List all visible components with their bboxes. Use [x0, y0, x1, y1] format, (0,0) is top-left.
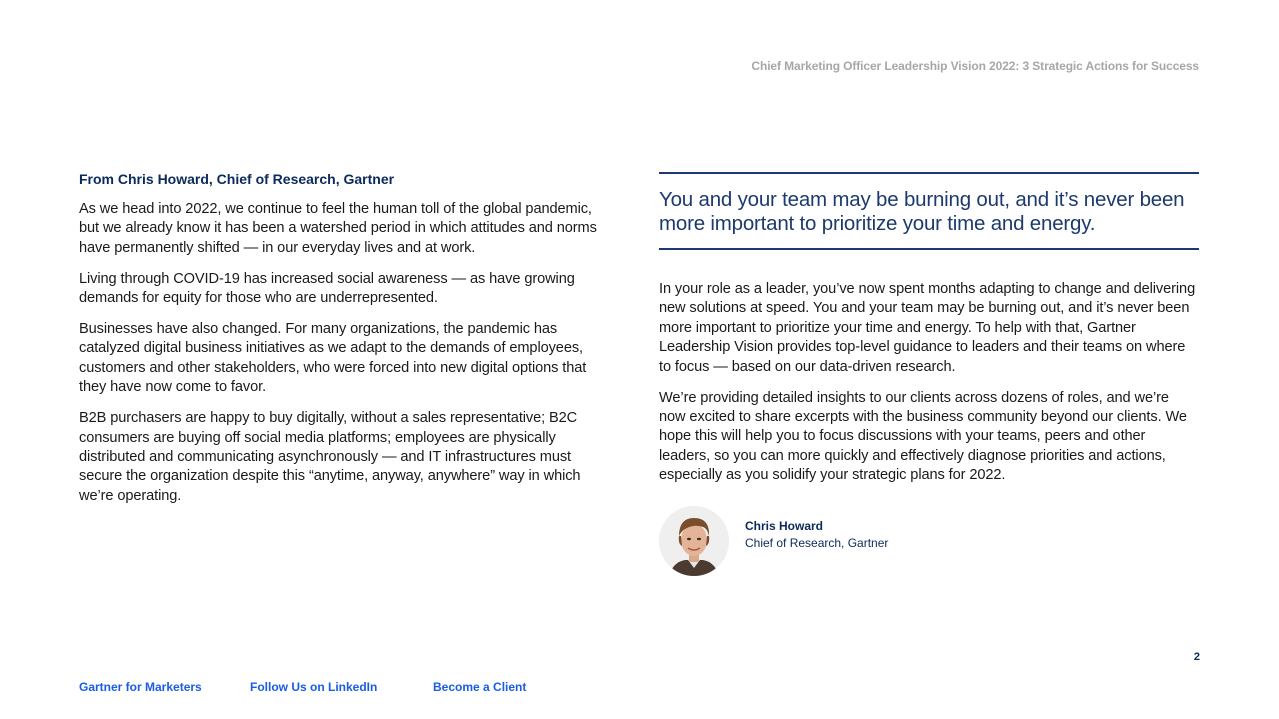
right-body [659, 280, 1199, 486]
footer-links [79, 680, 526, 694]
follow-linkedin-link[interactable]: Follow Us on LinkedIn [250, 680, 378, 694]
signature-text [745, 518, 888, 552]
pull-quote: You and your team may be burning out, and it’s never been more important to prioritize your time and energy. [659, 188, 1185, 235]
body-paragraph: In your role as a leader, you’ve now spent months adapting to change and delivering new solutions at speed. You and your team may be burning out, and it’s never been more important to prioritize your time and energy. To help with that, Gartner Leadership Vision provides top-level guidance to leaders and their teams on where to focus — based on our data-driven research. [659, 281, 1196, 375]
avatar [659, 506, 729, 576]
pull-quote-top-rule [659, 172, 1199, 174]
section-heading: From Chris Howard, Chief of Research, Gartner [79, 171, 395, 187]
body-paragraph: Businesses have also changed. For many organizations, the pandemic has catalyzed digital business initiatives as we adapt to the demands of employees, customers and other stakeholders, who were forced into new digital options that they have now come to favor. [79, 321, 587, 396]
author-name: Chris Howard [745, 519, 824, 533]
gartner-for-marketers-link[interactable]: Gartner for Marketers [79, 680, 202, 694]
body-paragraph: Living through COVID-19 has increased social awareness — as have growing demands for equity for those who are underrepresented. [79, 270, 575, 307]
page-number: 2 [1193, 651, 1200, 663]
running-header-title: Chief Marketing Officer Leadership Vision 2022: 3 Strategic Actions for Success [751, 59, 1199, 73]
body-paragraph: As we head into 2022, we continue to feel the human toll of the global pandemic, but we already know it has been a watershed period in which attitudes and norms have permanently shifted — in our everyday lives and at work. [79, 201, 597, 256]
body-paragraph: We’re providing detailed insights to our clients across dozens of roles, and we’re now excited to share excerpts with the business community beyond our clients. We hope this will help you to focus discussions with your teams, peers and other leaders, so you can more quickly and effectively diagnose priorities and actions, especially as you solidify your strategic plans for 2022. [659, 389, 1187, 484]
left-column [79, 170, 599, 518]
pull-quote-bottom-rule [659, 248, 1199, 250]
author-signature [659, 506, 888, 576]
become-client-link[interactable]: Become a Client [433, 680, 527, 694]
body-paragraph: B2B purchasers are happy to buy digitally, without a sales representative; B2C consumers are buying off social media platforms; employees are physically distributed and communicating asynchronously — and IT infrastructures must secure the organization despite this “anytime, anyway, anywhere” way in which we’re operating. [79, 410, 581, 504]
author-photo-icon [659, 506, 729, 576]
right-column [659, 172, 1199, 497]
author-title: Chief of Research, Gartner [745, 536, 889, 550]
